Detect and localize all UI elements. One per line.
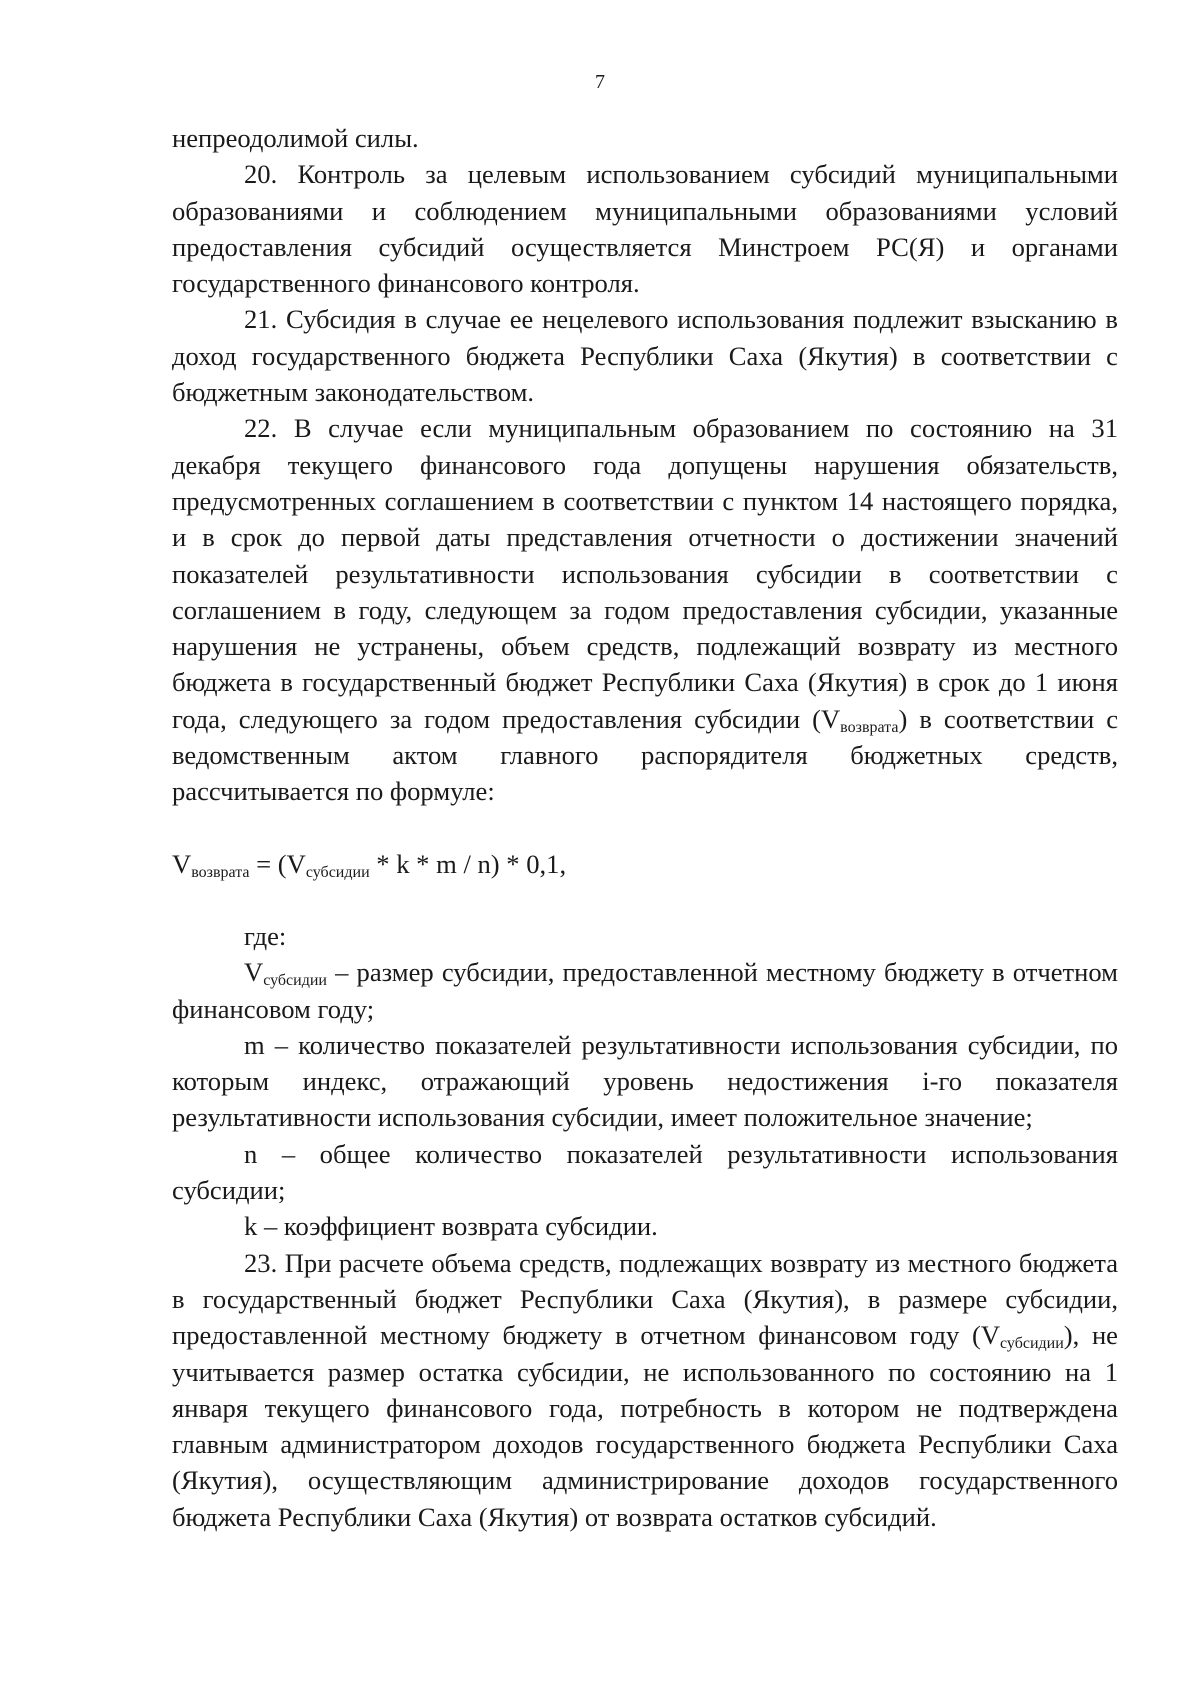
paragraph-23 [172, 1245, 1118, 1535]
paragraph-23-text-before: 23. При расчете объема средств, подлежащих возврату из местного бюджета в государственный бюджет Республики Саха (Якутия), в размере субсидии, предоставленной местному бюджету в отчетном финансовом году (V [172, 1247, 1118, 1351]
formula-v1: V [172, 848, 192, 879]
formula-eq: = (V [249, 848, 306, 879]
paragraph-23-text-after: ), не учитывается размер остатка субсидии, не использованного по состоянию на 1 января текущего финансового года, потребность в котором не подтверждена главным администратором доходов государственного бюджета Республики Саха (Якутия), осуществляющим администрирование доходов государственного бюджета Республики Саха (Якутия) от возврата остатков субсидий. [172, 1320, 1118, 1532]
definition-v [172, 954, 1118, 1027]
definition-m: m – количество показателей результативности использования субсидии, по которым индекс, отражающий уровень недостижения i-го показателя результативности использования субсидии, имеет положительное значение; [172, 1029, 1118, 1133]
formula-sub1: возврата [191, 863, 250, 881]
paragraph-22-text-before: 22. В случае если муниципальным образованием по состоянию на 31 декабря текущего финансового года допущены нарушения обязательств, предусмотренных соглашением в соответствии с пунктом 14 настоящего порядка, и в срок до первой даты представления отчетности о достижении значений показателей результативности использования субсидии в соответствии с соглашением в году, следующем за годом предоставления субсидии, указанные нарушения не устранены, объем средств, подлежащий возврату из местного бюджета в государственный бюджет Республики Саха (Якутия) в срок до 1 июня года, следующего за годом предоставления субсидии (V [172, 413, 1118, 734]
paragraph-continuation: непреодолимой силы. [172, 123, 419, 153]
page-number: 7 [595, 71, 605, 93]
formula [172, 846, 1118, 882]
definition-v-text: – размер субсидии, предоставленной местному бюджету в отчетном финансовом году; [172, 957, 1118, 1024]
paragraph-22 [172, 410, 1118, 809]
definition-k: k – коэффициент возврата субсидии. [244, 1211, 658, 1242]
document-body [172, 120, 1118, 1535]
paragraph-22-subscript: возврата [840, 718, 899, 736]
formula-sub2: субсидии [305, 863, 370, 881]
definition-v-symbol: V [244, 957, 264, 988]
definition-v-subscript: субсидии [263, 972, 327, 990]
paragraph-23-subscript: субсидии [1000, 1335, 1064, 1353]
paragraph-20: 20. Контроль за целевым использованием субсидий муниципальными образованиями и соблюдением муниципальными образованиями условий предоставления субсидий осуществляется Минстроем РС(Я) и органами государственного финансового контроля. [172, 159, 1118, 299]
formula-rest: * k * m / n) * 0,1, [369, 848, 567, 879]
paragraph-22-text-after: ) в соответствии с ведомственным актом главного распорядителя бюджетных средств, рассчитывается по формуле: [172, 703, 1118, 807]
paragraph-21: 21. Субсидия в случае ее нецелевого использования подлежит взысканию в доход государственного бюджета Республики Саха (Якутия) в соответствии с бюджетным законодательством. [172, 304, 1118, 408]
where-label: где: [244, 920, 287, 951]
definition-n: n – общее количество показателей результативности использования субсидии; [172, 1138, 1118, 1206]
